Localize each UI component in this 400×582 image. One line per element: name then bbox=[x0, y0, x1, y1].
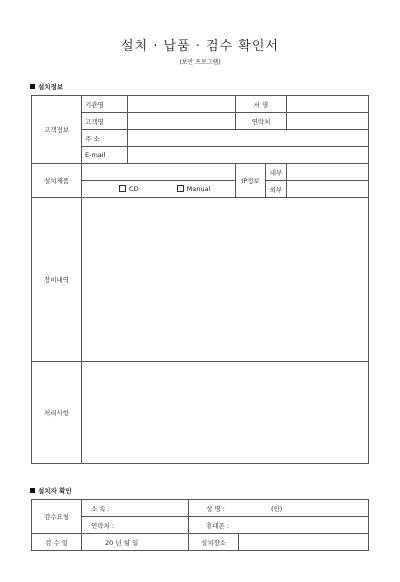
section-title: 설치자 확인 bbox=[38, 487, 72, 495]
product-label: 설치제품 bbox=[32, 164, 82, 198]
email-label: E-mail bbox=[82, 147, 128, 164]
manual-checkbox[interactable] bbox=[177, 185, 184, 192]
media-checkboxes bbox=[82, 181, 236, 198]
affiliation-cell[interactable] bbox=[82, 500, 189, 517]
requester-label: 검수요청 bbox=[32, 500, 82, 534]
customer-info-label: 고객정보 bbox=[32, 96, 82, 164]
equipment-label: 장비내역 bbox=[32, 198, 82, 362]
ip-internal-label: 내부 bbox=[266, 164, 287, 181]
cd-checkbox[interactable] bbox=[119, 185, 126, 192]
mobile-label: 휴대폰 : bbox=[206, 521, 230, 530]
equipment-field[interactable] bbox=[82, 198, 369, 362]
affiliation-label: 소 속 : bbox=[91, 504, 110, 513]
install-place-field[interactable] bbox=[239, 534, 369, 551]
seal-label: (인) bbox=[270, 504, 283, 513]
sign-label: 서 명 bbox=[236, 96, 287, 113]
handling-label: 처리사항 bbox=[32, 362, 82, 464]
mobile-cell[interactable] bbox=[189, 517, 369, 534]
ip-external-label: 외부 bbox=[266, 181, 287, 198]
product-field[interactable] bbox=[82, 164, 236, 181]
inspection-date-label: 검 수 일 bbox=[32, 534, 82, 551]
email-field[interactable] bbox=[128, 147, 369, 164]
ip-label: IP정보 bbox=[236, 164, 266, 198]
ip-internal-field[interactable] bbox=[287, 164, 369, 181]
contact-field[interactable] bbox=[287, 113, 369, 130]
section-install-info bbox=[30, 82, 63, 91]
document-subtitle: (보안 프로그램) bbox=[179, 59, 221, 66]
org-label: 기관명 bbox=[82, 96, 128, 113]
document-title: 설치 · 납품 · 검수 확인서 bbox=[121, 39, 279, 54]
section-title: 설치정보 bbox=[38, 83, 64, 91]
contact-label: 연락처 bbox=[236, 113, 287, 130]
handling-field[interactable] bbox=[82, 362, 369, 464]
customer-name-label: 고객명 bbox=[82, 113, 128, 130]
installer-table bbox=[31, 499, 369, 551]
cd-label: CD bbox=[129, 185, 139, 193]
name-label: 성 명 : bbox=[206, 504, 225, 513]
ip-external-field[interactable] bbox=[287, 181, 369, 198]
address-label: 주 소 bbox=[82, 130, 128, 147]
square-bullet-icon bbox=[30, 488, 35, 493]
inspection-date-value: 20 년 월 일 bbox=[105, 538, 139, 547]
manual-label: Manual bbox=[186, 185, 211, 193]
org-field[interactable] bbox=[128, 96, 236, 113]
install-info-table bbox=[31, 95, 369, 464]
name-cell[interactable] bbox=[189, 500, 369, 517]
inspection-date-field[interactable] bbox=[82, 534, 189, 551]
customer-name-field[interactable] bbox=[128, 113, 236, 130]
sign-field[interactable] bbox=[287, 96, 369, 113]
square-bullet-icon bbox=[30, 84, 35, 89]
address-field[interactable] bbox=[128, 130, 369, 147]
installer-contact-label: 연락처 : bbox=[91, 521, 115, 530]
section-installer bbox=[30, 486, 72, 495]
contact-cell[interactable] bbox=[82, 517, 189, 534]
install-place-label: 설치장소 bbox=[189, 534, 239, 551]
